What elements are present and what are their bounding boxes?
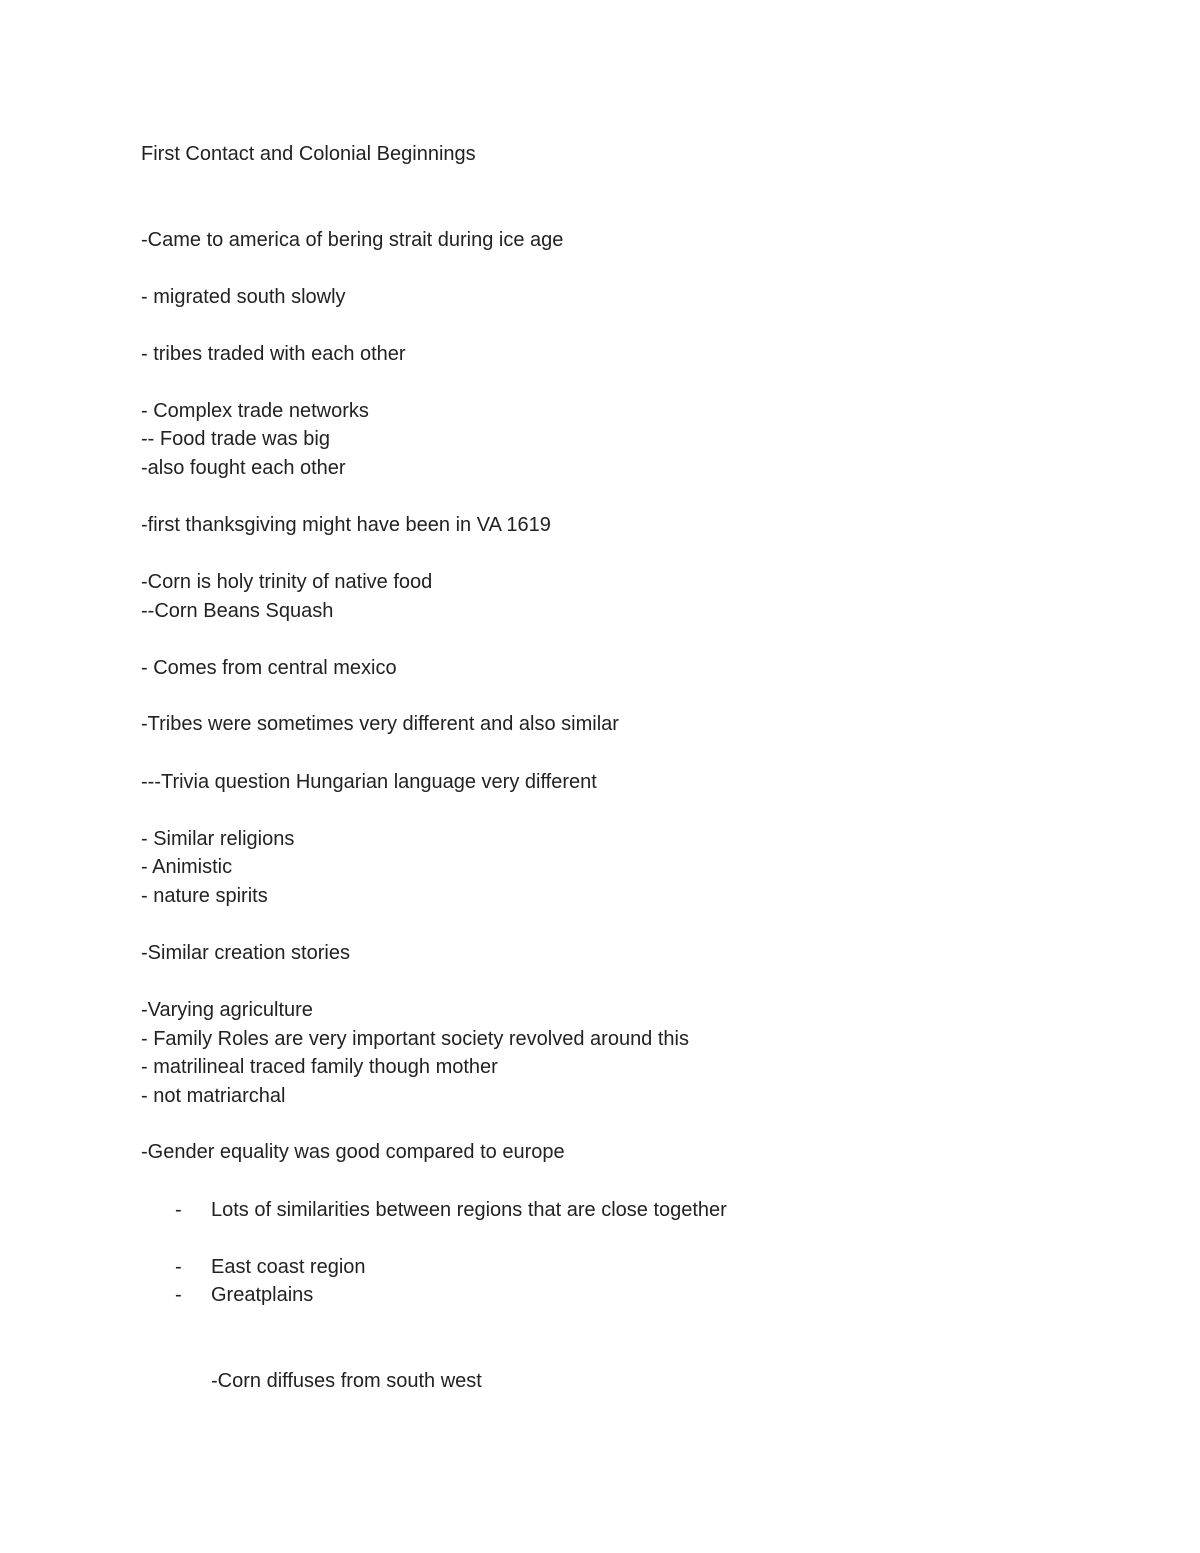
list-item-text: Greatplains bbox=[211, 1284, 314, 1306]
indented-note-line: -Corn diffuses from south west bbox=[211, 1370, 482, 1392]
list-item-text: Lots of similarities between regions that are close together bbox=[211, 1199, 727, 1221]
list-item-text: East coast region bbox=[211, 1256, 366, 1278]
note-line: - nature spirits bbox=[141, 885, 268, 907]
note-line: - Family Roles are very important society revolved around this bbox=[141, 1028, 689, 1050]
note-line: - matrilineal traced family though mother bbox=[141, 1056, 498, 1078]
note-line: -Came to america of bering strait during ice age bbox=[141, 229, 564, 251]
note-line: - Animistic bbox=[141, 856, 233, 878]
list-marker: - bbox=[175, 1284, 182, 1306]
note-line: -Gender equality was good compared to europe bbox=[141, 1141, 565, 1163]
note-line: -- Food trade was big bbox=[141, 428, 330, 450]
note-line: -also fought each other bbox=[141, 457, 346, 479]
note-line: ---Trivia question Hungarian language very different bbox=[141, 771, 597, 793]
note-line: -Similar creation stories bbox=[141, 942, 350, 964]
note-line: - Comes from central mexico bbox=[141, 657, 397, 679]
note-line: - Similar religions bbox=[141, 828, 295, 850]
note-line: -Corn is holy trinity of native food bbox=[141, 571, 433, 593]
note-line: - not matriarchal bbox=[141, 1085, 286, 1107]
list-marker: - bbox=[175, 1256, 182, 1278]
note-line: -Tribes were sometimes very different and also similar bbox=[141, 713, 619, 735]
note-line: --Corn Beans Squash bbox=[141, 600, 334, 622]
page-title: First Contact and Colonial Beginnings bbox=[141, 143, 476, 165]
note-line: -first thanksgiving might have been in VA 1619 bbox=[141, 514, 551, 536]
note-line: - Complex trade networks bbox=[141, 400, 369, 422]
note-line: -Varying agriculture bbox=[141, 999, 313, 1021]
note-line: - tribes traded with each other bbox=[141, 343, 406, 365]
note-line: - migrated south slowly bbox=[141, 286, 346, 308]
list-marker: - bbox=[175, 1199, 182, 1221]
